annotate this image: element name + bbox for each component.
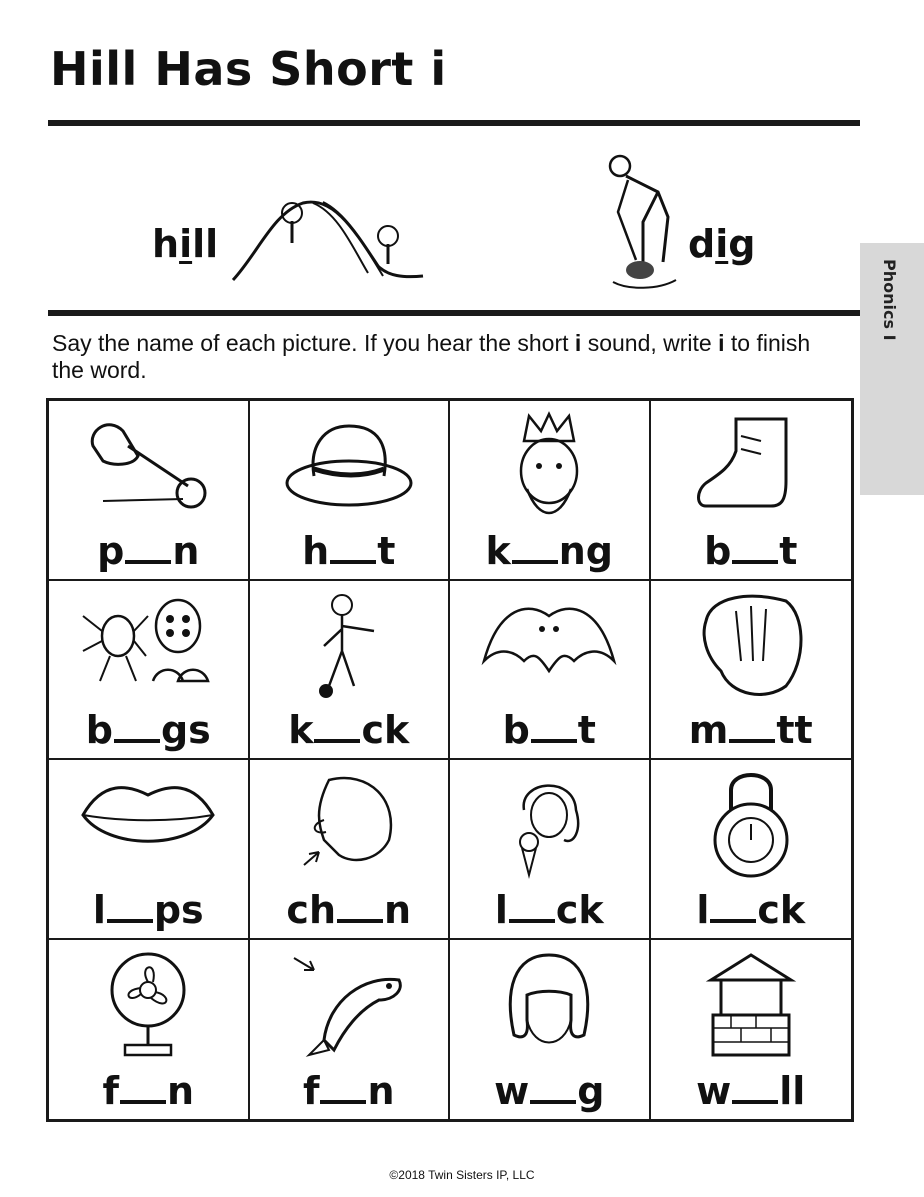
- answer-blank[interactable]: [530, 1072, 576, 1104]
- fish-icon: [284, 950, 414, 1060]
- lips-icon: [78, 770, 218, 860]
- answer-blank[interactable]: [732, 1072, 778, 1104]
- instructions: Say the name of each picture. If you hear the short i sound, write i to finish the word.: [52, 330, 811, 383]
- word-king: k ng: [485, 528, 614, 573]
- hill-icon: [228, 158, 428, 288]
- word-bat: b t: [502, 708, 596, 752]
- grid-cell: [250, 940, 451, 1120]
- answer-blank[interactable]: [114, 711, 160, 743]
- baseball-mitt-icon: [691, 591, 811, 701]
- grid-cell: [49, 401, 250, 581]
- grid-cell: [250, 401, 451, 581]
- answer-blank[interactable]: [330, 532, 376, 564]
- kicking-boy-icon: [304, 591, 394, 701]
- answer-blank[interactable]: [732, 532, 778, 564]
- wishing-well-icon: [701, 950, 801, 1060]
- boot-icon: [691, 411, 811, 511]
- word-kick: k ck: [288, 708, 410, 752]
- answer-blank[interactable]: [337, 891, 383, 923]
- grid-cell: [651, 401, 852, 581]
- girl-licking-icon: [504, 770, 594, 880]
- king-icon: [499, 411, 599, 526]
- answer-blank[interactable]: [512, 532, 558, 564]
- word-wig: w g: [494, 1069, 605, 1113]
- answer-blank[interactable]: [320, 1072, 366, 1104]
- grid-cell: [450, 581, 651, 761]
- answer-blank[interactable]: [125, 532, 171, 564]
- answer-blank[interactable]: [710, 891, 756, 923]
- grid-cell: [49, 940, 250, 1120]
- example-word-dig: dig: [688, 222, 756, 266]
- word-fin: f n: [302, 1069, 395, 1113]
- wig-icon: [499, 950, 599, 1060]
- bottom-divider: [48, 310, 860, 316]
- top-divider: [48, 120, 860, 126]
- page-title: Hill Has Short i: [50, 42, 447, 96]
- padlock-icon: [701, 770, 801, 880]
- bat-icon: [479, 591, 619, 686]
- grid-cell: [651, 581, 852, 761]
- word-fan: f n: [102, 1069, 195, 1113]
- copyright: ©2018 Twin Sisters IP, LLC: [389, 1168, 535, 1182]
- word-boot: b t: [704, 528, 798, 573]
- word-lock: l ck: [696, 887, 806, 932]
- picture-grid: [46, 398, 854, 1122]
- grid-cell: [250, 581, 451, 761]
- grid-cell: [450, 401, 651, 581]
- fan-icon: [103, 950, 193, 1060]
- grid-cell: [250, 760, 451, 940]
- word-bugs: b gs: [85, 708, 211, 752]
- section-tab: Phonics I: [860, 243, 924, 495]
- hat-icon: [279, 411, 419, 511]
- answer-blank[interactable]: [120, 1072, 166, 1104]
- word-hat: h t: [302, 528, 396, 573]
- answer-blank[interactable]: [107, 891, 153, 923]
- answer-blank[interactable]: [531, 711, 577, 743]
- word-pin: p n: [97, 528, 200, 573]
- word-chin: ch n: [286, 887, 412, 932]
- digging-man-icon: [598, 152, 688, 297]
- grid-cell: [450, 760, 651, 940]
- word-lick: l ck: [494, 887, 604, 932]
- grid-cell: [49, 581, 250, 761]
- grid-cell: [651, 760, 852, 940]
- word-well: w ll: [696, 1069, 806, 1113]
- word-mitt: m tt: [688, 708, 813, 752]
- example-word-hill: hill: [152, 222, 219, 266]
- grid-cell: [49, 760, 250, 940]
- chin-icon: [294, 770, 404, 880]
- grid-cell: [450, 940, 651, 1120]
- safety-pin-icon: [83, 411, 213, 511]
- bugs-icon: [78, 591, 218, 691]
- answer-blank[interactable]: [729, 711, 775, 743]
- word-lips: l ps: [92, 887, 204, 932]
- answer-blank[interactable]: [314, 711, 360, 743]
- answer-blank[interactable]: [509, 891, 555, 923]
- grid-cell: [651, 940, 852, 1120]
